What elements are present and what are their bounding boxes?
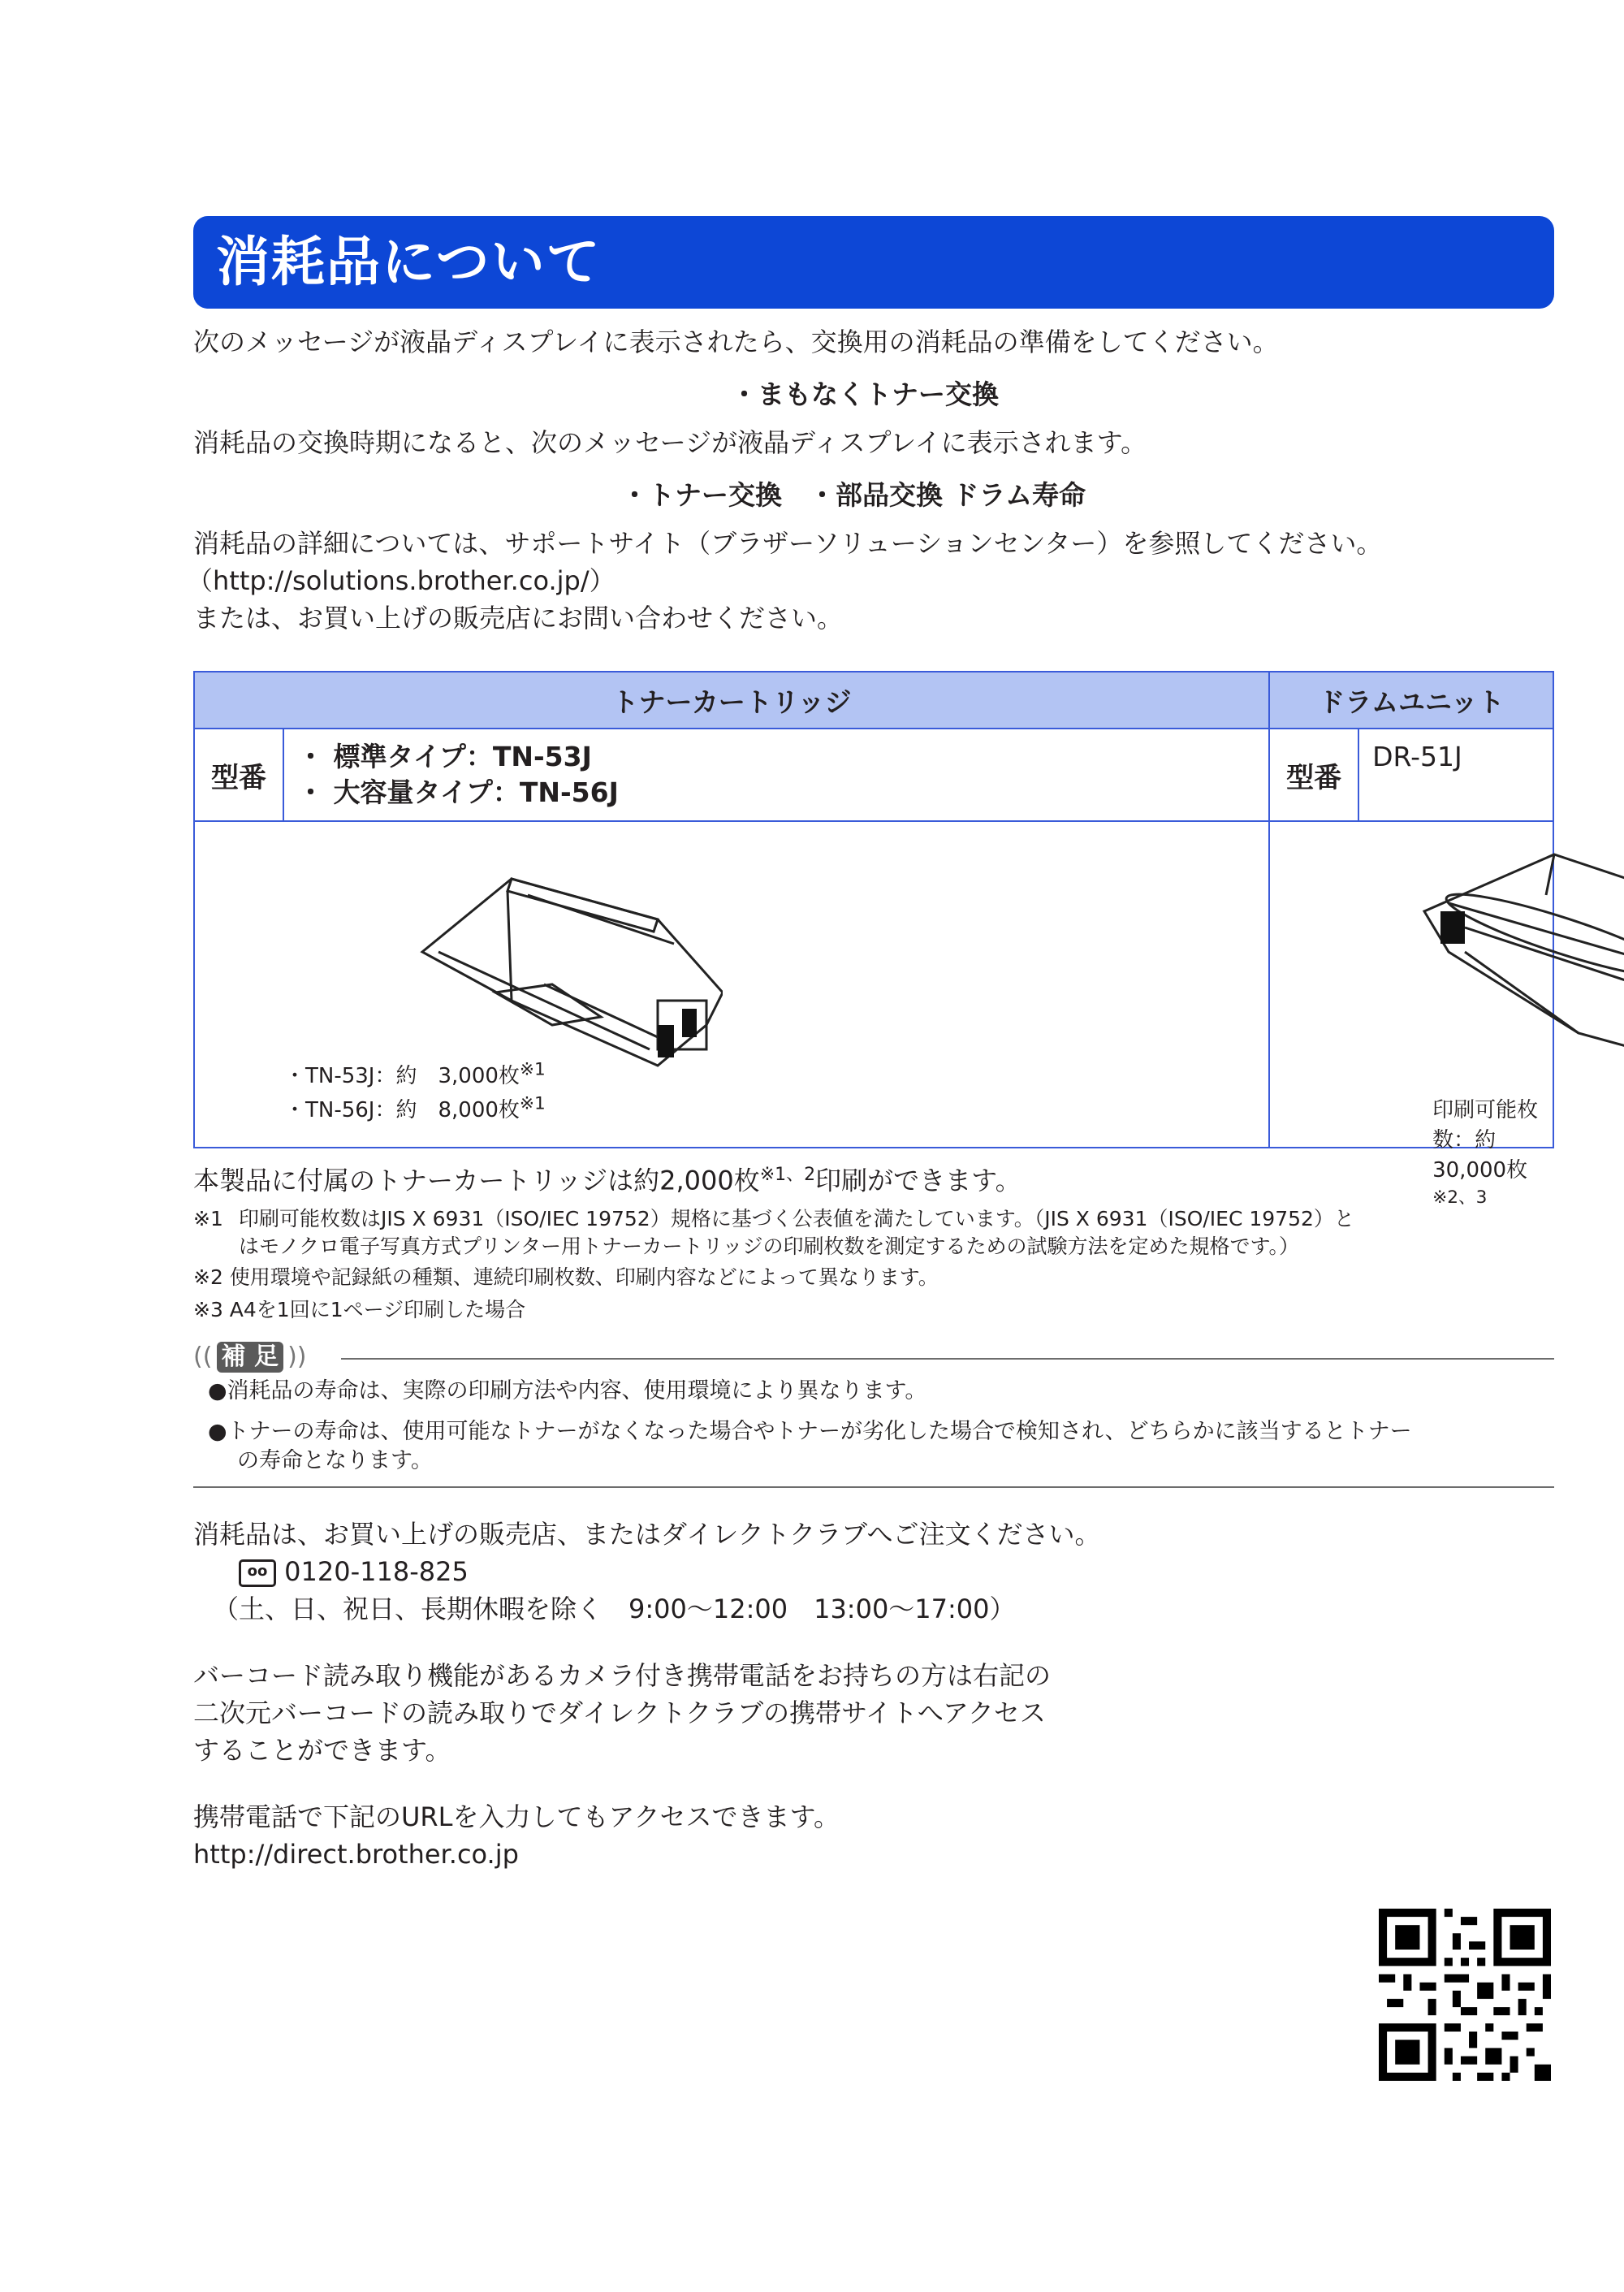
mobile-url[interactable]: http://direct.brother.co.jp [193,1839,519,1870]
business-hours: （土、日、祝日、長期休暇を除く 9:00～12:00 13:00～17:00） [213,1594,1016,1624]
note-1-mark: ※1 [193,1207,223,1230]
hosoku-bullet-2-line-1: ●トナーの寿命は、使用可能なトナーがなくなった場合やトナーが劣化した場合で検知され、どちらかに該当するとトナー [208,1419,1412,1444]
qr-code-icon[interactable] [1379,1909,1551,2081]
note-2: ※2 使用環境や記録紙の種類、連続印刷枚数、印刷内容などによって異なります。 [193,1265,939,1289]
note-1-line-1: 印刷可能枚数はJIS X 6931（ISO/IEC 19752）規格に基づく公表値を満たしています。（JIS X 6931（ISO/IEC 19752）と [239,1207,1354,1230]
hosoku-badge: 補 足 [217,1342,283,1373]
detail-text: 消耗品の詳細については、サポートサイト（ブラザーソリューションセンター）を参照してください。 [193,528,1383,559]
drum-yield: 印刷可能枚数：約30,000枚$^{※2、3}$ [1432,1098,1539,1208]
toner-image-cell [194,821,1269,1148]
drum-model: DR-51J [1358,729,1553,821]
message-toner-soon: ・まもなくトナー交換 [731,378,999,410]
intro-text: 次のメッセージが液晶ディスプレイに表示されたら、交換用の消耗品の準備をしてください。 [193,327,1279,357]
hosoku-header: (( 補 足 )) [193,1343,307,1371]
note-1-line-2: はモノクロ電子写真方式プリンター用トナーカートリッジの印刷枚数を測定するための試験方法を定めた規格です。） [239,1235,1300,1258]
hosoku-bottom-rule [193,1486,1554,1488]
drum-image-cell [1269,821,1553,1208]
toner-header: トナーカートリッジ [194,672,1269,729]
toner-model-large: ・ 大容量タイプ：TN-56J [297,776,619,808]
support-url[interactable]: （http://solutions.brother.co.jp/） [187,565,615,596]
replacement-text: 消耗品の交換時期になると、次のメッセージが液晶ディスプレイに表示されます。 [193,427,1147,458]
toner-yield-2: ・TN-56J：約 8,000枚$^{※1}$ [284,1093,546,1122]
order-text: 消耗品は、お買い上げの販売店、またはダイレクトクラブへご注文ください。 [193,1519,1101,1550]
drum-model-label: 型番 [1269,729,1358,821]
hosoku-bullet-2-line-2: の寿命となります。 [237,1448,433,1473]
barcode-text-1: バーコード読み取り機能があるカメラ付き携帯電話をお持ちの方は右記の [193,1660,1052,1691]
free-dial-icon: oo [239,1559,276,1587]
toner-yield-1: ・TN-53J：約 3,000枚$^{※1}$ [284,1059,546,1088]
drum-header: ドラムユニット [1269,672,1553,729]
toner-model-label: 型番 [194,729,283,821]
message-replace: ・トナー交換 ・部品交換 ドラム寿命 [621,479,1086,511]
phone-line [239,1553,469,1590]
contact-text: または、お買い上げの販売店にお問い合わせください。 [193,603,844,634]
phone-number[interactable]: 0120-118-825 [284,1556,469,1587]
hosoku-bullet-1: ●消耗品の寿命は、実際の印刷方法や内容、使用環境により異なります。 [208,1378,927,1403]
page-title: 消耗品について [216,231,602,293]
drum-unit-image [1416,846,1624,1098]
mobile-text: 携帯電話で下記のURLを入力してもアクセスできます。 [193,1801,840,1832]
barcode-text-2: 二次元バーコードの読み取りでダイレクトクラブの携帯サイトへアクセス [193,1697,1046,1728]
note-3: ※3 A4を1回に1ページ印刷した場合 [193,1298,526,1321]
hosoku-top-rule [341,1358,1554,1360]
toner-model-standard: ・ 標準タイプ：TN-53J [297,741,592,772]
toner-models [283,729,1269,821]
included-toner-text: 本製品に付属のトナーカートリッジは約2,000枚$^{※1、2}$印刷ができます。 [193,1165,1021,1196]
barcode-text-3: することができます。 [193,1735,451,1766]
